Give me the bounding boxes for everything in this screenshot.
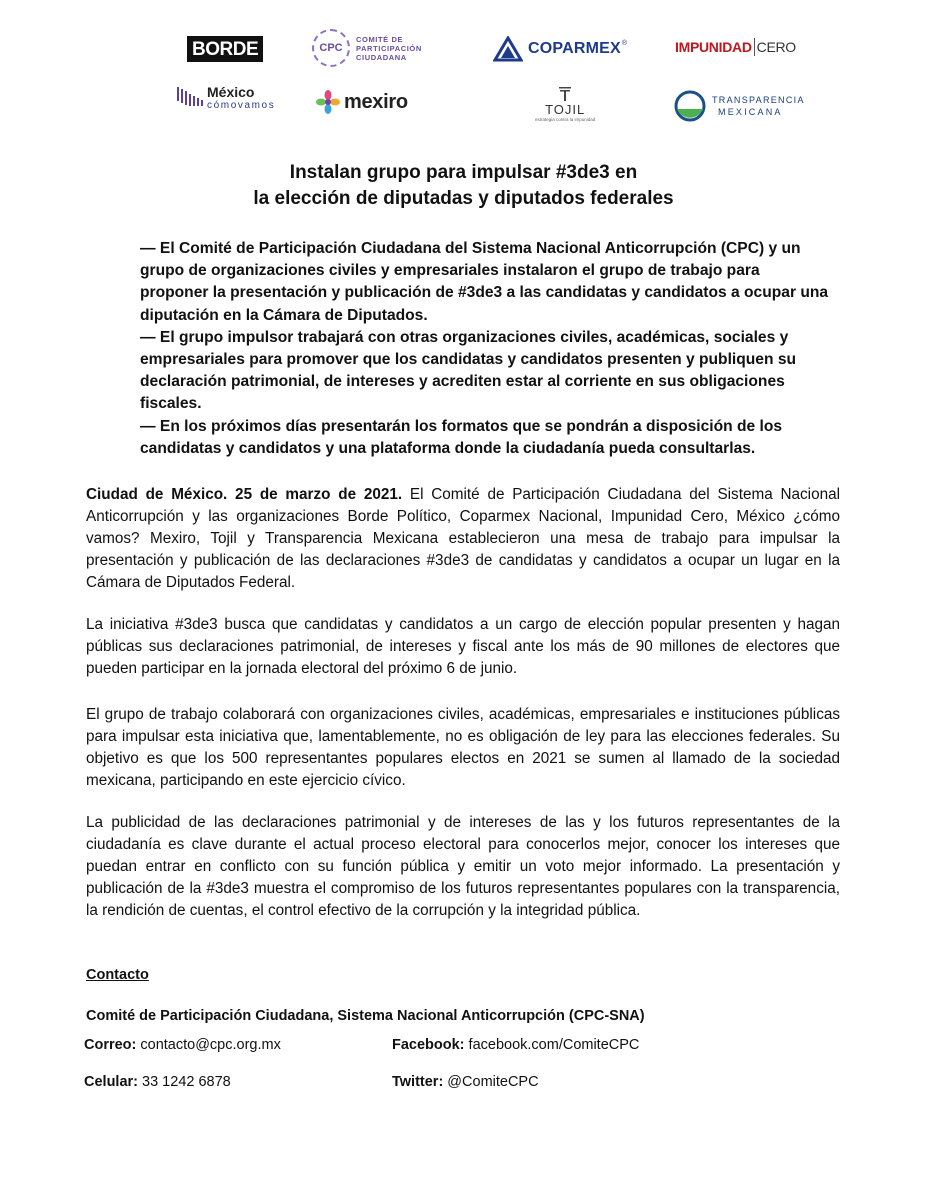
tojil-mark-icon xyxy=(557,86,573,102)
body-paragraph-2: La iniciativa #3de3 busca que candidatas y candidatos a un cargo de elección popular presenten y hagan públicas sus declaraciones patrimonial, de intereses y fiscal ante los más de 90 millones de electores que pueden participar en la jornada electoral del próximo 6 de junio. xyxy=(86,616,840,677)
logo-divider xyxy=(754,38,755,56)
registered-mark: ® xyxy=(621,40,628,47)
tojil-sub: estrategia contra la impunidad xyxy=(535,117,596,122)
mcv-name: México xyxy=(207,84,255,100)
mcv-sub: cómovamos xyxy=(207,100,276,111)
tojil-text: TOJIL xyxy=(545,102,586,117)
cpc-logo-line3: CIUDADANA xyxy=(356,52,407,62)
release-title xyxy=(0,160,927,212)
summary-bullets xyxy=(140,238,830,460)
contact-facebook xyxy=(392,1037,639,1053)
cpc-logo-line2: PARTICIPACIÓN xyxy=(356,43,422,53)
body-paragraph-3: El grupo de trabajo colaborará con organizaciones civiles, académicas, empresariales e instituciones públicas para impulsar esta iniciativa que, lamentablemente, no es obligación de ley para las elecciones federales. Su objetivo es que los 500 representantes populares electos en 2021 se sumen al llamado de la sociedad mexicana, participando en este ejercicio cívico. xyxy=(86,706,840,789)
phone-label: Celular: xyxy=(84,1074,138,1090)
contact-twitter xyxy=(392,1074,539,1090)
contact-heading: Contacto xyxy=(86,967,149,983)
impunidad-text: IMPUNIDAD xyxy=(675,39,752,55)
facebook-label: Facebook: xyxy=(392,1037,465,1053)
email-value: contacto@cpc.org.mx xyxy=(136,1037,281,1053)
twitter-value: @ComiteCPC xyxy=(443,1074,539,1090)
cpc-mark: CPC xyxy=(319,42,343,54)
borde-logo-text: BORDE xyxy=(187,36,263,62)
tm-line2: MEXICANA xyxy=(718,107,783,117)
contact-organization: Comité de Participación Ciudadana, Sistema Nacional Anticorrupción (CPC-SNA) xyxy=(86,1008,645,1024)
body-paragraph-1 xyxy=(86,484,840,594)
bullet-item: — El grupo impulsor trabajará con otras organizaciones civiles, académicas, sociales y empresariales para promover que los candidatas y candidatos presenten y publiquen su declaración patrimonial, de intereses y acrediten estar al corriente en sus obligaciones fiscales. xyxy=(140,328,797,413)
cpc-circle-icon xyxy=(312,29,350,67)
tojil-logo xyxy=(535,86,595,122)
twitter-label: Twitter: xyxy=(392,1074,444,1090)
cero-text: CERO xyxy=(756,39,796,55)
coparmex-logo-text: COPARMEX xyxy=(528,40,621,57)
cpc-logo-line1: COMITÉ DE xyxy=(356,34,404,44)
flower-icon xyxy=(316,90,340,114)
tm-circle-icon xyxy=(673,89,707,123)
transparencia-mexicana-logo xyxy=(673,89,805,123)
contact-email xyxy=(84,1037,281,1053)
mexiro-logo xyxy=(316,90,408,114)
mexiro-text: mexiro xyxy=(344,90,408,113)
borde-logo xyxy=(187,36,263,62)
dateline: Ciudad de México. 25 de marzo de 2021. xyxy=(86,486,403,503)
facebook-value: facebook.com/ComiteCPC xyxy=(464,1037,640,1053)
impunidad-cero-logo xyxy=(675,38,796,56)
email-label: Correo: xyxy=(84,1037,137,1053)
bars-icon xyxy=(176,85,204,111)
bullet-item: — En los próximos días presentarán los formatos que se pondrán a disposición de los candidatas y candidatos y una plataforma donde la ciudadanía pueda consultarlas. xyxy=(140,417,783,457)
tm-line1: TRANSPARENCIA xyxy=(712,95,805,105)
paragraph-text: El Comité de Participación Ciudadana del Sistema Nacional Anticorrupción y las organizaciones Borde Político, Coparmex Nacional, Impunidad Cero, México ¿cómo vamos? Mexiro, Tojil y Transparencia Mexicana establecieron una mesa de trabajo para impulsar la presentación y publicación de las declaraciones #3de3 de candidatas y candidatos a ocupar un lugar en la Cámara de Diputados Federal. xyxy=(86,486,840,591)
mexico-como-vamos-logo xyxy=(176,84,275,111)
contact-phone xyxy=(84,1074,231,1090)
title-line1: Instalan grupo para impulsar #3de3 en xyxy=(289,162,638,183)
cpc-logo xyxy=(312,29,422,67)
bullet-item: — El Comité de Participación Ciudadana del Sistema Nacional Anticorrupción (CPC) y un grupo de organizaciones civiles y empresariales instalaron el grupo de trabajo para proponer la presentación y publicación de #3de3 a las candidatas y candidatos a ocupar una diputación en la Cámara de Diputados. xyxy=(140,240,829,324)
title-line2: la elección de diputadas y diputados federales xyxy=(253,188,674,209)
coparmex-mark-icon xyxy=(493,36,523,62)
phone-value: 33 1242 6878 xyxy=(138,1074,231,1090)
coparmex-logo xyxy=(493,36,627,62)
body-paragraph-4: La publicidad de las declaraciones patrimonial y de intereses de las y los futuros representantes de la ciudadanía es clave durante el actual proceso electoral para conocerlos mejor, conocer los intereses que puedan entrar en conflicto con su función pública y emitir un voto mejor informado. La presentación y publicación de la #3de3 muestra el compromiso de los futuros representantes populares con la transparencia, la rendición de cuentas, el control efectivo de la corrupción y la integridad pública. xyxy=(86,814,840,919)
